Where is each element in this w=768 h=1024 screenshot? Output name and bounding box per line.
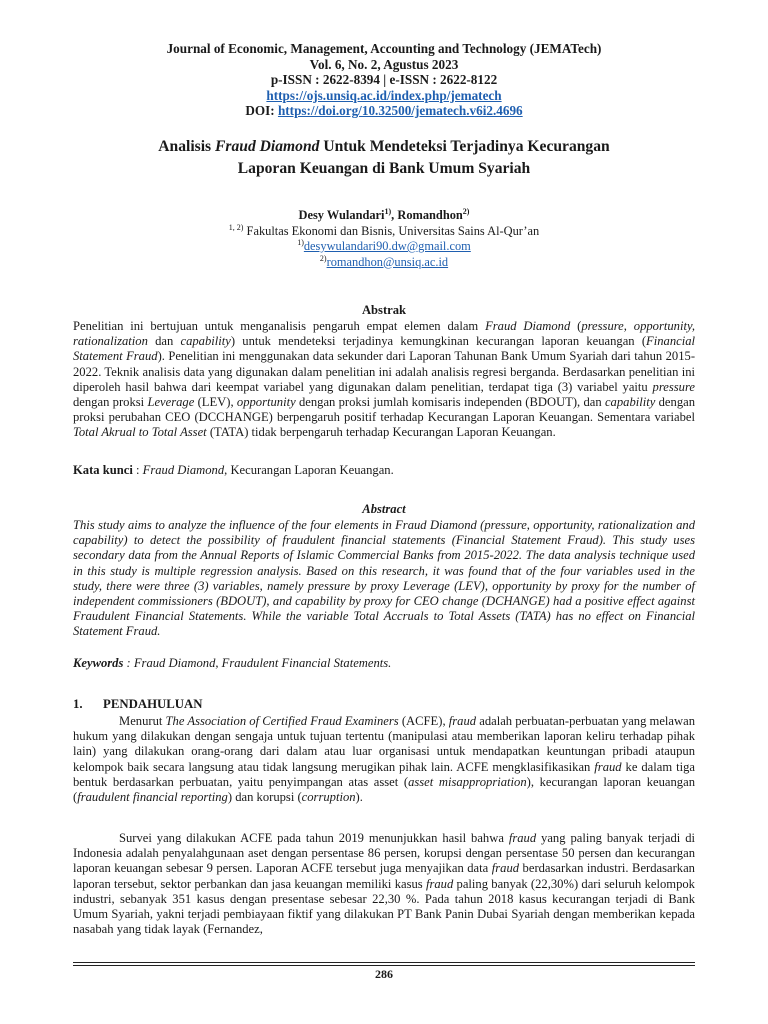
author-1: Desy Wulandari xyxy=(298,208,385,222)
journal-issn: p-ISSN : 2622-8394 | e-ISSN : 2622-8122 xyxy=(270,72,498,88)
journal-header xyxy=(0,41,768,119)
kata-kunci-label: Kata kunci xyxy=(73,463,133,477)
abstract-heading: Abstract xyxy=(362,502,406,516)
section-title: PENDAHULUAN xyxy=(103,697,203,711)
author-1-sup: 1) xyxy=(384,207,392,216)
keywords-label: Keywords xyxy=(73,656,124,670)
doi-label: DOI: xyxy=(245,103,278,119)
section-number: 1. xyxy=(73,697,83,711)
affiliation-sup: 1, 2) xyxy=(228,222,244,232)
title-line-2: Laporan Keuangan di Bank Umum Syariah xyxy=(237,160,531,177)
email-2-link[interactable]: romandhon@unsiq.ac.id xyxy=(326,254,449,269)
journal-url-link[interactable]: https://ojs.unsiq.ac.id/index.php/jematech xyxy=(266,87,502,103)
author-sep: , xyxy=(391,208,398,222)
author-names xyxy=(0,208,768,224)
journal-volume: Vol. 6, No. 2, Agustus 2023 xyxy=(309,56,459,72)
title-text-2: Untuk Mendeteksi Terjadinya Kecurangan xyxy=(319,138,610,155)
abstract-body: This study aims to analyze the influence of the four elements in Fraud Diamond (pressure, opportunity, rationalization and capability) to detect the possibility of fraudulent financial statements (Financial Statement Fraud). This study uses secondary data from the Annual Reports of Islamic Commercial Banks from 2015-2022. The data analysis technique used in this study is multiple regression analysis. Based on this research, it was found that of the four variables used in the study, there were three (3) variables, namely pressure by proxy Leverage (LEV), opportunity by proxy for the number of independent commissioners (BDOUT), and capability by proxy for CEO change (DCHANGE) had a positive effect against Fraudulent Financial Statements. While the variable Total Accruals to Total Assets (TATA) has no effect on Financial Statement Fraud. xyxy=(73,518,695,639)
doi-link[interactable]: https://doi.org/10.32500/jematech.v6i2.4696 xyxy=(277,103,523,119)
email-1-sup: 1) xyxy=(297,238,304,247)
email-1-line xyxy=(0,239,768,255)
page-number: 286 xyxy=(375,967,393,981)
title-italic: Fraud Diamond xyxy=(215,138,320,155)
paragraph-1: Menurut The Association of Certified Fraud Examiners (ACFE), fraud adalah perbuatan-perbuatan yang melawan hukum yang dilakukan dengan sengaja untuk tujuan tertentu (manipulasi atau memberikan laporan keliru terhadap pihak lain) yang dilakukan orang-orang dari dalam atau luar organisasi untuk mendapatkan keuntungan pribadi ataupun kelompok baik secara langsung atau tidak langsung merugikan pihak lain. ACFE mengklasifikasikan fraud ke dalam tiga bentuk berdasarkan perbuatan, yaitu penyimpangan atas asset (asset misappropriation), kecurangan laporan keuangan (fraudulent financial reporting) dan korupsi (corruption). xyxy=(73,714,695,805)
affiliation-text: Fakultas Ekonomi dan Bisnis, Universitas Sains Al-Qur’an xyxy=(243,223,540,238)
keywords: Keywords : Fraud Diamond, Fraudulent Financial Statements. xyxy=(73,656,392,670)
author-2: Romandhon xyxy=(397,208,463,222)
abstrak-heading: Abstrak xyxy=(361,303,407,317)
author-2-sup: 2) xyxy=(462,207,470,216)
abstrak-body: Penelitian ini bertujuan untuk menganalisis pengaruh empat elemen dalam Fraud Diamond (pressure, opportunity, rationalization dan capability) untuk mendeteksi terjadinya kemungkinan kecurangan laporan keuangan (Financial Statement Fraud). Penelitian ini menggunakan data sekunder dari Laporan Tahunan Bank Umum Syariah dari tahun 2015-2022. Teknik analisis data yang digunakan dalam penelitian ini adalah analisis regresi berganda. Berdasarkan penelitian ini diperoleh hasil bahwa dari keempat variabel yang digunakan dalam penelitian, terdapat tiga (3) variabel yaitu pressure dengan proksi Leverage (LEV), opportunity dengan proksi jumlah komisaris independen (BDOUT), dan capability dengan proksi perubahan CEO (DCCHANGE) berpengaruh positif terhadap Kecurangan Laporan Keuangan. Sementara variabel Total Akrual to Total Asset (TATA) tidak berpengaruh terhadap Kecurangan Laporan Keuangan. xyxy=(73,319,696,440)
author-block xyxy=(0,208,768,270)
section-heading xyxy=(73,697,203,712)
paragraph-2: Survei yang dilakukan ACFE pada tahun 2019 menunjukkan hasil bahwa fraud yang paling banyak terjadi di Indonesia adalah penyalahgunaan aset dengan persentase 86 persen, korupsi dengan persentase 50 persen dan kecurangan laporan keuangan sebesar 9 persen. Laporan ACFE tersebut juga menyajikan data fraud berdasarkan industri. Berdasarkan laporan tersebut, sektor perbankan dan jasa keuangan memiliki kasus fraud paling banyak (22,30%) dari seluruh kelompok industri, sebanyak 351 kasus dengan presentase sebesar 22,30 %. Pada tahun 2018 kasus kecurangan terjadi di Bank Umum Syariah, yakni terjadi pembiayaan fiktif yang dilakukan PT Bank Panin Dubai Syariah dengan memberikan kepada nasabah yang tidak layak (Fernandez, xyxy=(73,831,695,937)
footer-rule-thin xyxy=(73,965,695,966)
journal-name: Journal of Economic, Management, Accounting and Technology (JEMATech) xyxy=(166,41,602,56)
title-text-1: Analisis xyxy=(158,138,216,155)
doi-line xyxy=(0,103,768,119)
affiliation xyxy=(0,224,768,240)
email-1-link[interactable]: desywulandari90.dw@gmail.com xyxy=(303,239,471,253)
paper-title xyxy=(60,136,708,180)
email-2-sup: 2) xyxy=(319,253,327,263)
kata-kunci: Kata kunci : Fraud Diamond, Kecurangan Laporan Keuangan. xyxy=(73,463,394,477)
footer-rule xyxy=(73,962,695,963)
email-2-line xyxy=(0,255,768,271)
